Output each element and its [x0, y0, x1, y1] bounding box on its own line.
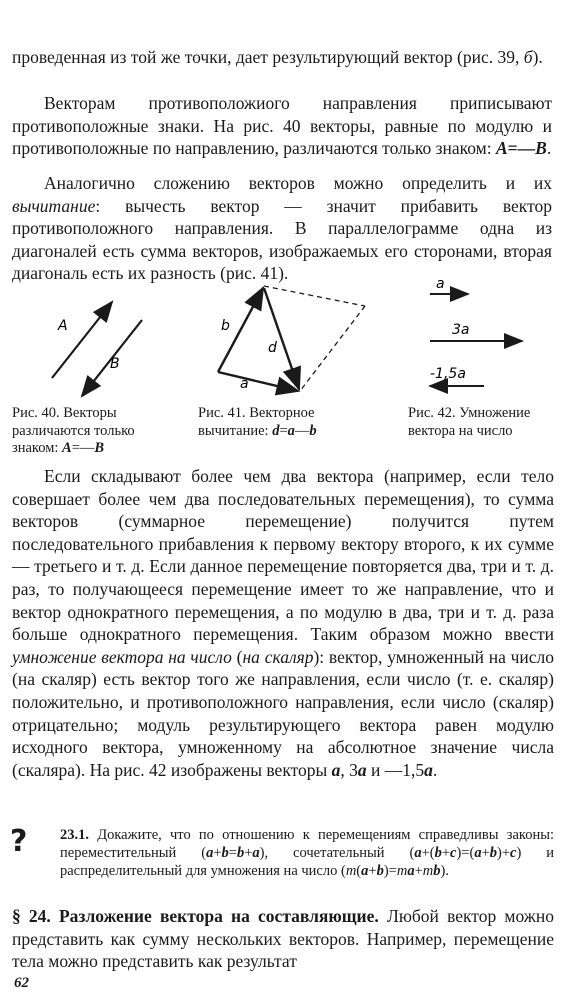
- parallelogram-top-dashed: [264, 286, 365, 306]
- caption-fig42: Рис. 42. Умножение вектора на число: [408, 405, 531, 439]
- paragraph-3: Аналогично сложению векторов можно определить и их вычитание: вычесть вектор — значит прибавить вектор противоположного направления. В параллелограмме одна из диагоналей есть сумма векторов, изображаемых его сторонами, вторая диагональ есть их разность (рис. 41).: [12, 173, 552, 284]
- caption-fig41: Рис. 41. Векторное вычитание: d=a—b: [198, 405, 317, 439]
- fig42-label-3a: 3a: [452, 322, 470, 338]
- fig42-label-minus: -1,5a: [430, 366, 466, 382]
- paragraph-4: Если складывают более чем два вектора (например, если тело совершает более чем два последовательных перемещения), то сумма векторов (суммарное перемещение) получится путем последовательного прибавления к первому вектору второго, к их сумме — третьего и т. д. Если данное перемещение повторяется два, три и т. д. раз, то получающееся перемещение имеет то же направление, что и вектор однократного перемещения, а по модулю в два, три и т. д. раза больше однократного перемещения. Таким образом можно ввести умножение вектора на число (на скаляр): вектор, умноженный на число (на скаляр) есть вектор того же направления, если число (т. е. скаляр) положительно, и противоположного направления, если число (скаляр) отрицательно; модуль результирующего вектора равен модулю исходного вектора, умноженному на абсолютное значение числа (скаляра). На рис. 42 изображены векторы a, 3a и —1,5a.: [12, 466, 555, 780]
- exercise-23-1: 23.1. Докажите, что по отношению к перемещениям справедливы законы: переместительный (a+b=b+a), сочетательный (a+(b+c)=(a+b)+c) и распределительный для умножения на число (m(a+b)=ma+mb).: [60, 827, 554, 879]
- fig40-label-b: B: [110, 356, 120, 372]
- figure-41: [200, 276, 375, 401]
- vector-a-line: [52, 302, 112, 378]
- paragraph-2: Векторам противоположиого направления приписывают противоположные знаки. На рис. 40 векторы, равные по модулю и противоположные по направлению, различаются только знаком: A=—B.: [12, 93, 552, 159]
- fig41-label-b: b: [221, 318, 230, 334]
- paragraph-5: § 24. Разложение вектора на составляющие. Любой вектор можно представить как сумму нескольких векторов. Например, перемещение тела можно представить как результат: [12, 906, 554, 972]
- caption-fig40: Рис. 40. Векторы различаются только знаком: A=—B: [12, 405, 135, 456]
- question-icon: ?: [10, 824, 28, 859]
- parallelogram-right-dashed: [300, 306, 365, 391]
- vector-d-diagonal: [264, 288, 299, 389]
- fig41-label-a: a: [240, 376, 249, 392]
- vector-a-side: [218, 372, 298, 391]
- paragraph-1: проведенная из той же точки, дает результирующий вектор (рис. 39, б).: [12, 47, 543, 67]
- figure-40: [40, 290, 160, 400]
- page-number: 62: [14, 975, 29, 991]
- fig41-label-d: d: [268, 340, 277, 356]
- figure-42: [420, 276, 550, 396]
- fig42-label-a: a: [436, 276, 445, 292]
- fig40-label-a: A: [58, 318, 68, 334]
